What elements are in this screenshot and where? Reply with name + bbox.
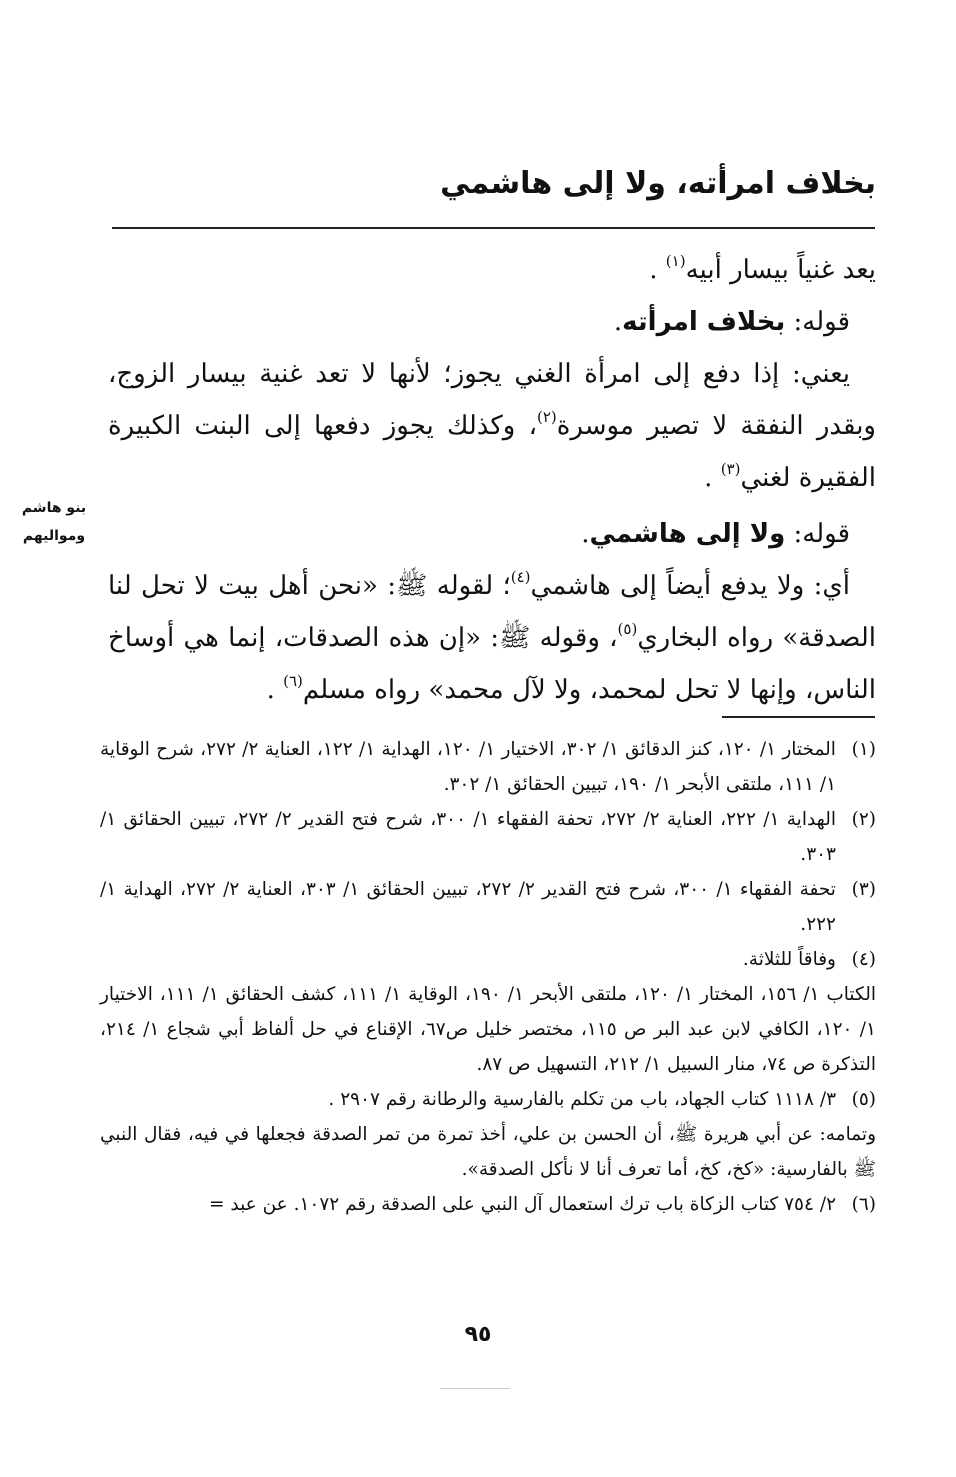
paragraph-text: يعني: إذا دفع إلى امرأة الغني يجوز؛ لأنها لا تعد غنية بيسار الزوج، وبقدر النفقة لا تصير موسرة	[108, 359, 876, 441]
paragraph-text: ، وقوله ﷺ: «إن هذه الصدقات، إنما هي أوساخ الناس، وإنها لا تحل لمحمد، ولا لآل محمد» رواه مسلم	[108, 623, 876, 705]
quote-term: بخلاف امرأته	[622, 307, 786, 337]
paragraph-text: ؛ لقوله ﷺ: «نحن أهل بيت لا تحل لنا الصدقة» رواه البخاري	[108, 571, 876, 653]
footnote-continuation: وتمامه: عن أبي هريرة ﷺ، أن الحسن بن علي، أخذ تمرة من تمر الصدقة فجعلها في فيه، فقال النبي ﷺ بالفارسية: «كخ، كخ، أما تعرف أنا لا نأكل الصدقة».	[100, 1124, 876, 1180]
footnote-text: تحفة الفقهاء ١/ ٣٠٠، شرح فتح القدير ٢/ ٢٧٢، تبيين الحقائق ١/ ٣٠٣، العناية ٢/ ٢٧٢، الهداية ١/ ٢٢٢.	[100, 879, 836, 935]
main-text	[108, 244, 876, 716]
margin-note	[14, 494, 94, 550]
margin-note-line: بنو هاشم	[21, 500, 87, 516]
footnote-text: ٣/ ١١١٨ كتاب الجهاد، باب من تكلم بالفارسية والرطانة رقم ٢٩٠٧ .	[328, 1089, 836, 1110]
paragraph-text: ، وكذلك يجوز دفعها إلى البنت الكبيرة الفقيرة لغني	[108, 411, 876, 493]
paragraph	[108, 348, 876, 504]
footnote-number: (٤)	[851, 949, 876, 970]
quote-lead: قوله:	[785, 307, 850, 337]
footnote-number: (٣)	[851, 879, 876, 900]
scan-mark	[440, 1388, 510, 1389]
footnote	[100, 732, 876, 802]
footnote-number: (٦)	[851, 1194, 876, 1215]
paragraph	[108, 244, 876, 296]
footnote	[100, 1082, 876, 1117]
running-header: بخلاف امرأته، ولا إلى هاشمي	[440, 166, 876, 201]
quoted-heading	[108, 508, 876, 560]
footnote	[100, 872, 876, 942]
paragraph	[108, 560, 876, 716]
footnote-ref[interactable]: (٤)	[510, 568, 531, 586]
footnotes	[100, 732, 876, 1222]
footnote-divider	[722, 716, 875, 718]
footnote	[100, 942, 876, 977]
footnote-number: (٢)	[851, 809, 876, 830]
footnote-ref[interactable]: (٥)	[617, 620, 638, 638]
header-divider	[112, 227, 875, 229]
paragraph-end: .	[704, 463, 721, 493]
footnote-text: المختار ١/ ١٢٠، كنز الدقائق ١/ ٣٠٢، الاختيار ١/ ١٢٠، الهداية ١/ ١٢٢، العناية ٢/ ٢٧٢، شرح الوقاية ١/ ١١١، ملتقى الأبحر ١/ ١٩٠، تبيين الحقائق ١/ ٣٠٢.	[100, 739, 836, 795]
footnote-ref[interactable]: (٢)	[537, 408, 557, 426]
quote-lead: قوله:	[785, 519, 850, 549]
paragraph-end: .	[266, 675, 284, 705]
footnote-text: الهداية ١/ ٢٢٢، العناية ٢/ ٢٧٢، تحفة الفقهاء ١/ ٣٠٠، شرح فتح القدير ٢/ ٢٧٢، تبيين الحقائق ١/ ٣٠٣.	[100, 809, 836, 865]
paragraph-end: .	[649, 255, 666, 285]
paragraph-text: أي: ولا يدفع أيضاً إلى هاشمي	[530, 571, 850, 601]
quote-term: ولا إلى هاشمي	[589, 519, 786, 549]
footnote	[100, 802, 876, 872]
footnote-ref[interactable]: (٦)	[283, 672, 303, 690]
quote-end: .	[613, 307, 623, 337]
quoted-heading	[108, 296, 876, 348]
page-number: ٩٥	[464, 1322, 492, 1347]
footnote-number: (٥)	[851, 1089, 876, 1110]
footnote-text: وفاقاً للثلاثة.	[742, 949, 836, 970]
footnote-text: ٢/ ٧٥٤ كتاب الزكاة باب ترك استعمال آل النبي على الصدقة رقم ١٠٧٢. عن عبد =	[209, 1194, 836, 1215]
footnote-continuation: الكتاب ١/ ١٥٦، المختار ١/ ١٢٠، ملتقى الأبحر ١/ ١٩٠، الوقاية ١/ ١١١، كشف الحقائق ١/ ١١١، الاختيار ١/ ١٢٠، الكافي لابن عبد البر ص ١١٥، مختصر خليل ص٦٧، الإقناع في حل ألفاظ أبي شجاع ١/ ٢١٤، التذكرة ص ٧٤، منار السبيل ١/ ٢١٢، التسهيل ص ٨٧.	[100, 984, 876, 1075]
footnote-ref[interactable]: (٣)	[720, 460, 741, 478]
footnote-number: (١)	[851, 739, 876, 760]
footnote	[100, 1187, 876, 1222]
quote-end: .	[581, 519, 590, 549]
footnote-ref[interactable]: (١)	[665, 252, 686, 270]
margin-note-line: ومواليهم	[22, 528, 86, 544]
paragraph-text: يعد غنياً بيسار أبيه	[685, 255, 876, 285]
